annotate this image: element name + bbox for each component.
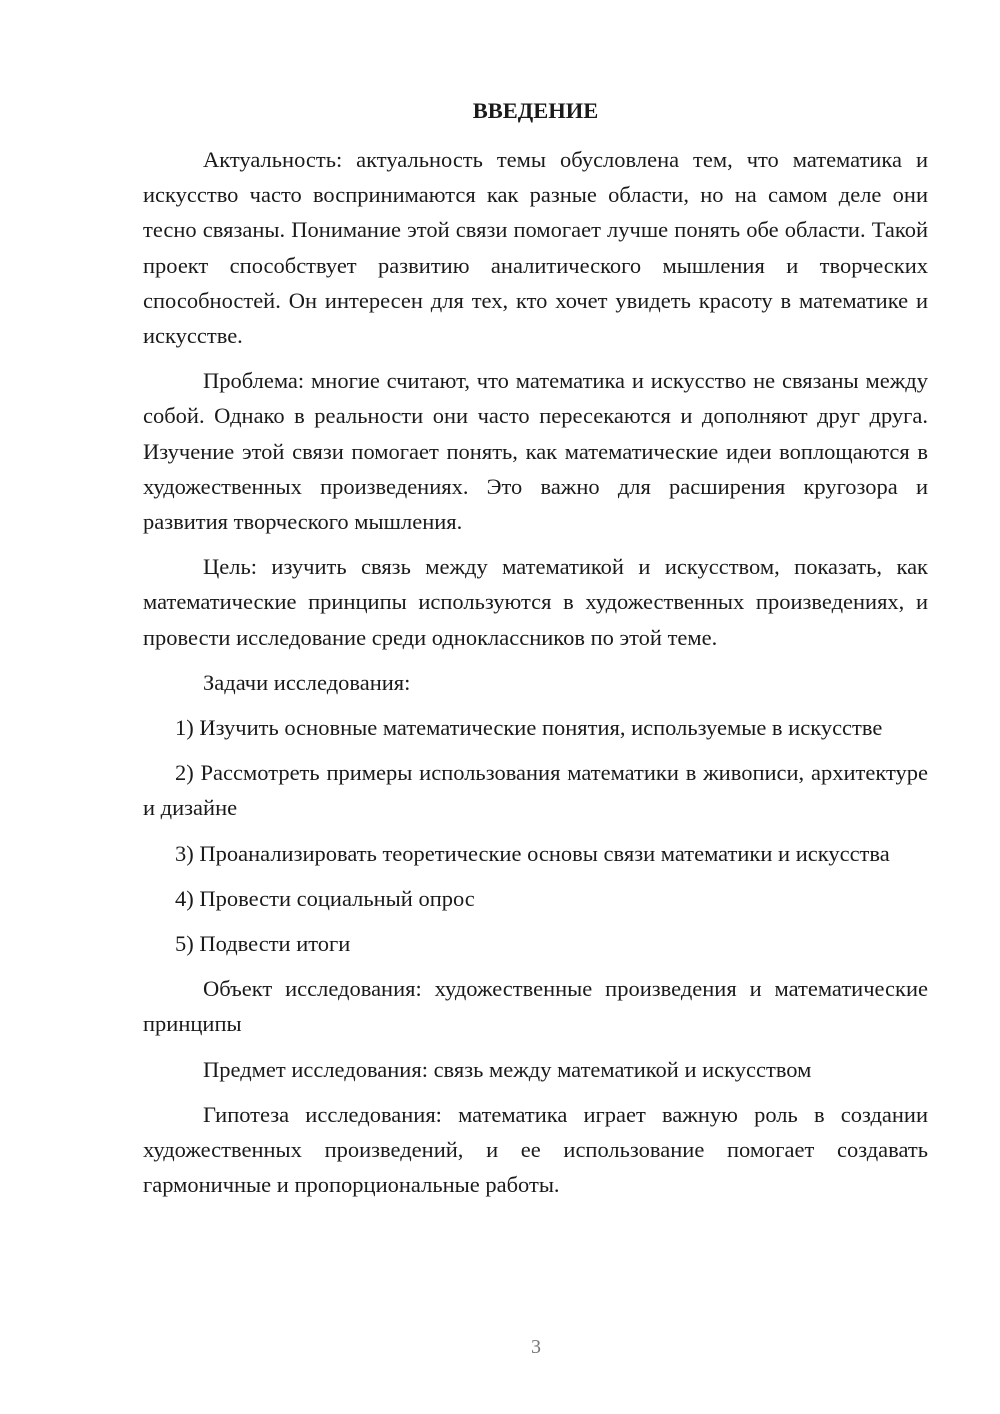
problem-paragraph: Проблема: многие считают, что математика и искусство не связаны между собой. Однако в реальности они часто пересекаются и дополняют друг друга. Изучение этой связи помогает понять, как математические идеи воплощаются в художественных произведениях. Это важно для расширения кругозора и развития творческого мышления. [143,368,928,535]
task-item: 5) Подвести итоги [175,931,351,957]
relevance-paragraph: Актуальность: актуальность темы обусловлена тем, что математика и искусство часто воспринимаются как разные области, но на самом деле они тесно связаны. Понимание этой связи помогает лучше понять обе области. Такой проект способствует развитию аналитического мышления и творческих способностей. Он интересен для тех, кто хочет увидеть красоту в математике и искусстве. [143,147,928,349]
goal-paragraph: Цель: изучить связь между математикой и искусством, показать, как математические принципы используются в художественных произведениях, и провести исследование среди одноклассников по этой теме. [143,554,928,650]
subject-paragraph: Предмет исследования: связь между математикой и искусством [203,1056,812,1082]
document-page [143,93,928,1212]
task-item: 2) Рассмотреть примеры использования математики в живописи, архитектуре и дизайне [143,760,928,821]
task-item: 1) Изучить основные математические понятия, используемые в искусстве [175,715,883,741]
tasks-title: Задачи исследования: [203,669,411,695]
task-item: 3) Проанализировать теоретические основы связи математики и искусства [175,840,890,866]
section-heading: ВВЕДЕНИЕ [472,98,599,123]
tasks-list [143,710,928,961]
object-paragraph: Объект исследования: художественные произведения и математические принципы [143,976,928,1037]
task-item: 4) Провести социальный опрос [175,885,475,911]
page-number: 3 [531,1336,541,1358]
hypothesis-paragraph: Гипотеза исследования: математика играет важную роль в создании художественных произведений, и ее использование помогает создавать гармоничные и пропорциональные работы. [143,1101,928,1198]
